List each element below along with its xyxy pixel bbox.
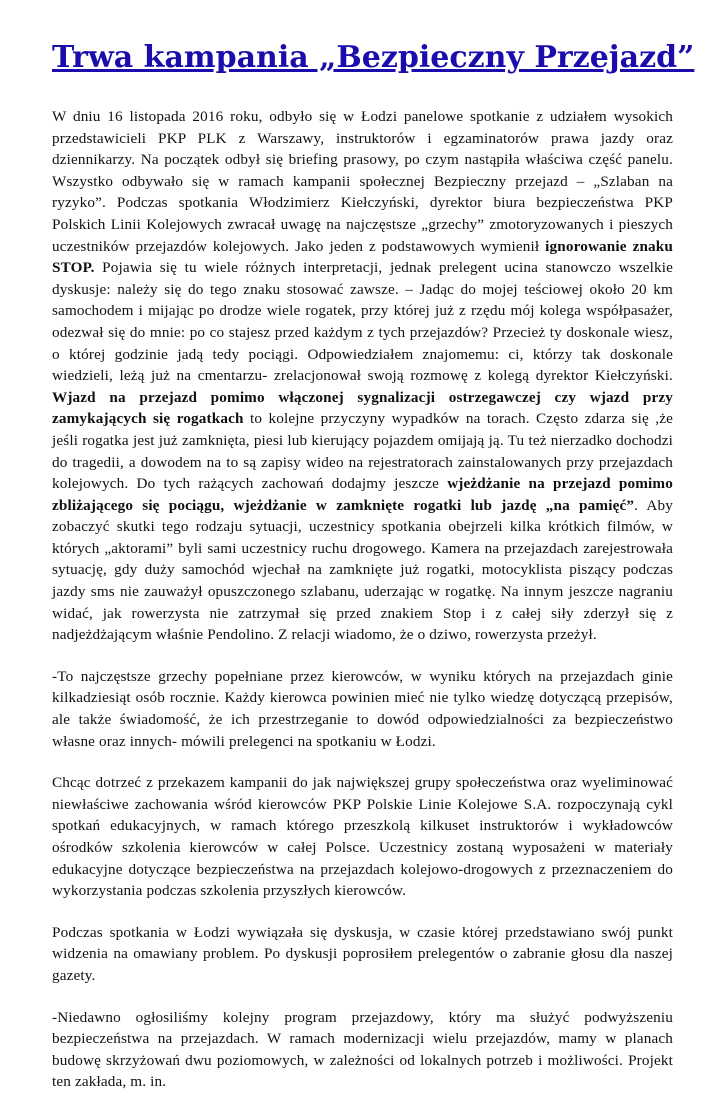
paragraph-3: Chcąc dotrzeć z przekazem kampanii do jak największej grupy społeczeństwa oraz wyeliminować niewłaściwe zachowania wśród kierowców PKP Polskie Linie Kolejowe S.A. rozpoczynają cykl spotkań edukacyjnych, w ramach którego przeszkolą kilkuset instruktorów i wykładowców ośrodków szkolenia kierowców w całej Polsce. Uczestnicy zostaną wyposażeni w materiały edukacyjne dotyczące bezpieczeństwa na przejazdach kolejowo-drogowych z przeznaczeniem do wykorzystania podczas szkolenia przyszłych kierowców. <box>52 774 673 900</box>
paragraph-5: -Niedawno ogłosiliśmy kolejny program przejazdowy, który ma służyć podwyższeniu bezpieczeństwa na przejazdach. W ramach modernizacji wielu przejazdów, mamy w planach budowę skrzyżowań dwu poziomowych, w zależności od lokalnych potrzeb i możliwości. Projekt ten zakłada, m. in. <box>52 1008 673 1091</box>
paragraph-1-text-d: . Aby zobaczyć skutki tego rodzaju sytuacji, uczestnicy spotkania obejrzeli kilka krótkich filmów, w których „aktorami” byli sami uczestnicy ruchu drogowego. Kamera na przejazdach zarejestrowała sytuację, gdy duży samochód wjechał na zamknięte już rogatki, motocyklista piszący podczas jazdy sms nie zauważył opuszczonego szlabanu, uderzając w rogatkę. Na innym jeszcze nagraniu widać, jak rowerzysta nie zatrzymał się przed znakiem Stop i z całej siły zderzył się z nadjeżdżającym właśnie Pendolino. Z relacji wiadomo, że o dziwo, rowerzysta przeżył. <box>52 496 673 644</box>
paragraph-1-text-b: Pojawia się tu wiele różnych interpretacji, jednak prelegent ucina stanowczo wszelkie dyskusje: należy się do tego znaku stosować zawsze. – Jadąc do mojej teściowej około 20 km samochodem i mijając po drodze wiele rogatek, przy której już z rzędu mój kolega współpasażer, odezwał się do mnie: po co stajesz przed każdym z tych przejazdów? Przecież ty doskonale wiesz, o której godzinie jadą tedy pociągi. Odpowiedziałem znajomemu: ci, którzy tak doskonale wiedzieli, leżą już na cmentarzu- zrelacjonował swoją rozmowę z kolegą dyrektor Kiełczyński. <box>52 259 673 385</box>
article-title-link[interactable]: Trwa kampania „Bezpieczny Przejazd” <box>52 40 695 75</box>
paragraph-1 <box>52 106 673 646</box>
paragraph-2: -To najczęstsze grzechy popełniane przez kierowców, w wyniku których na przejazdach ginie kilkadziesiąt osób rocznie. Każdy kierowca powinien mieć nie tylko wiedzę dotyczącą przepisów, ale także świadomość, że ich przestrzeganie to dowód odpowiedzialności za bezpieczeństwo własne oraz innych- mówili prelegenci na spotkaniu w Łodzi. <box>52 667 673 750</box>
bold-phrase-approaching-train: wjeżdżanie na przejazd pomimo zbliżającego się pociągu, wjeżdżanie w zamknięte rogatki lub jazdę „na pamięć” <box>52 475 673 514</box>
article <box>52 40 695 1113</box>
paragraph-1-text-a: W dniu 16 listopada 2016 roku, odbyło się w Łodzi panelowe spotkanie z udziałem wysokich przedstawicieli PKP PLK z Warszawy, instruktorów i egzaminatorów prawa jazdy oraz dziennikarzy. Na początek odbył się briefing prasowy, po czym nastąpiła właściwa część panelu. Wszystko odbywało się w ramach kampanii społecznej Bezpieczny przejazd – „Szlaban na ryzyko”. Podczas spotkania Włodzimierz Kiełczyński, dyrektor biura bezpieczeństwa PKP Polskich Linii Kolejowych zwracał uwagę na najczęstsze „grzechy” zmotoryzowanych i pieszych uczestników przejazdów kolejowych. Jako jeden z podstawowych wymienił <box>52 108 673 255</box>
bold-phrase-signal-barriers: Wjazd na przejazd pomimo włączonej sygnalizacji ostrzegawczej czy wjazd przy zamykających się rogatkach <box>52 388 673 428</box>
bold-phrase-stop-sign: ignorowanie znaku STOP. <box>52 237 673 277</box>
paragraph-4: Podczas spotkania w Łodzi wywiązała się dyskusja, w czasie której przedstawiano swój punkt widzenia na omawiany problem. Po dyskusji poprosiłem prelegentów o zabranie głosu dla naszej gazety. <box>52 923 673 984</box>
paragraph-1-text-c: to kolejne przyczyny wypadków na torach. Często zdarza się ,że jeśli rogatka jest już zamknięta, piesi lub kierujący pojazdem omijają ją. Tu też nierzadko dochodzi do tragedii, a dowodem na to są zapisy wideo na rejestratorach zainstalowanych przy przejazdach kolejowych. Do tych rażących zachowań dodajmy jeszcze <box>52 410 673 493</box>
